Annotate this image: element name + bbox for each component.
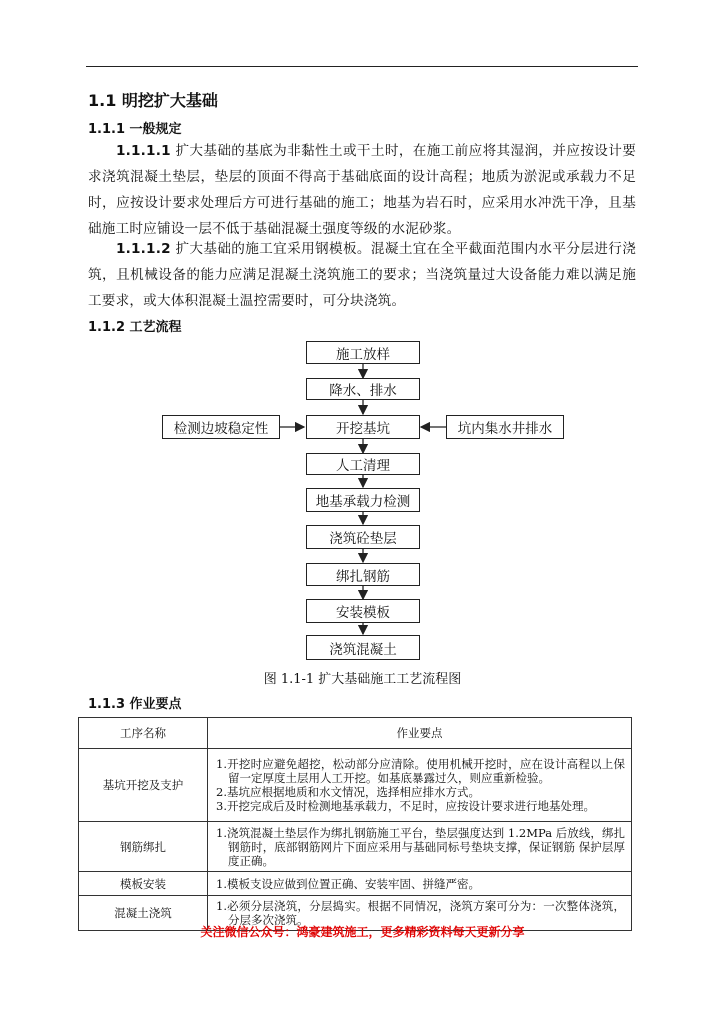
- general-heading: 1.1.1 一般规定: [88, 122, 182, 137]
- paragraph-1-number: 1.1.1.1: [116, 143, 171, 159]
- col-header-points: 作业要点: [208, 718, 632, 749]
- work-heading: 1.1.3 作业要点: [88, 697, 182, 712]
- row-name: 混凝土浇筑: [79, 896, 208, 931]
- flow-step-1: 施工放样: [306, 341, 420, 364]
- flow-step-9: 浇筑混凝土: [306, 635, 420, 660]
- work-points-table: [78, 717, 632, 931]
- paragraph-2-text: 扩大基础的施工宜采用钢模板。混凝土宜在全平截面范围内水平分层进行浇筑，且机械设备的能力应满足混凝土浇筑施工的要求；当浇筑量过大设备能力难以满足施工要求，或大体积混凝土温控需要时，可分块浇筑。: [88, 241, 636, 309]
- row-name: 钢筋绑扎: [79, 822, 208, 872]
- flow-heading: 1.1.2 工艺流程: [88, 320, 182, 335]
- flow-step-2: 降水、排水: [306, 378, 420, 400]
- flow-left-box: 检测边坡稳定性: [162, 415, 280, 439]
- flow-step-5: 地基承载力检测: [306, 488, 420, 512]
- col-header-name: 工序名称: [79, 718, 208, 749]
- paragraph-2-number: 1.1.1.2: [116, 241, 171, 257]
- point: 3.开挖完成后及时检测地基承载力，不足时，应按设计要求进行地基处理。: [216, 799, 595, 813]
- figure-caption: 图 1.1-1 扩大基础施工工艺流程图: [263, 672, 462, 687]
- point: 1.必须分层浇筑，分层捣实。根据不同情况，浇筑方案可分为：一次整体浇筑，分层多次浇筑。: [216, 899, 625, 927]
- footer-promo: 关注微信公众号：鸿豪建筑施工，更多精彩资料每天更新分享: [200, 925, 525, 939]
- table-row: [79, 872, 632, 896]
- flow-step-6: 浇筑砼垫层: [306, 525, 420, 549]
- row-name: 模板安装: [79, 872, 208, 896]
- table-header-row: [79, 718, 632, 749]
- section-title: 1.1 明挖扩大基础: [88, 91, 218, 110]
- row-points: [208, 872, 632, 896]
- row-name: 基坑开挖及支护: [79, 749, 208, 822]
- flow-step-3: 开挖基坑: [306, 415, 420, 439]
- flow-step-4: 人工清理: [306, 453, 420, 475]
- table-row: [79, 822, 632, 872]
- row-points: [208, 749, 632, 822]
- flow-step-8: 安装模板: [306, 599, 420, 623]
- table-row: [79, 749, 632, 822]
- point: 1.开挖时应避免超挖，松动部分应清除。使用机械开挖时，应在设计高程以上保留一定厚度土层用人工开挖。如基底暴露过久，则应重新检验。: [216, 757, 625, 785]
- row-points: [208, 822, 632, 872]
- flow-right-box: 坑内集水井排水: [446, 415, 564, 439]
- point: 2.基坑应根据地质和水文情况，选择相应排水方式。: [216, 785, 480, 799]
- flow-step-7: 绑扎钢筋: [306, 563, 420, 586]
- point: 1.浇筑混凝土垫层作为绑扎钢筋施工平台，垫层强度达到 1.2MPa 后放线，绑扎钢筋时，底部钢筋网片下面应采用与基础同标号垫块支撑，保证钢筋 保护层厚度正确。: [216, 825, 625, 868]
- paragraph-1-text: 扩大基础的基底为非黏性土或干土时，在施工前应将其湿润，并应按设计要求浇筑混凝土垫层，垫层的顶面不得高于基础底面的设计高程；地质为淤泥或承载力不足时，应按设计要求处理后方可进行基础的施工；地基为岩石时，应采用水冲洗干净，且基础施工时应铺设一层不低于基础混凝土强度等级的水泥砂浆。: [88, 143, 636, 237]
- point: 1.模板支设应做到位置正确、安装牢固、拼缝严密。: [216, 876, 480, 891]
